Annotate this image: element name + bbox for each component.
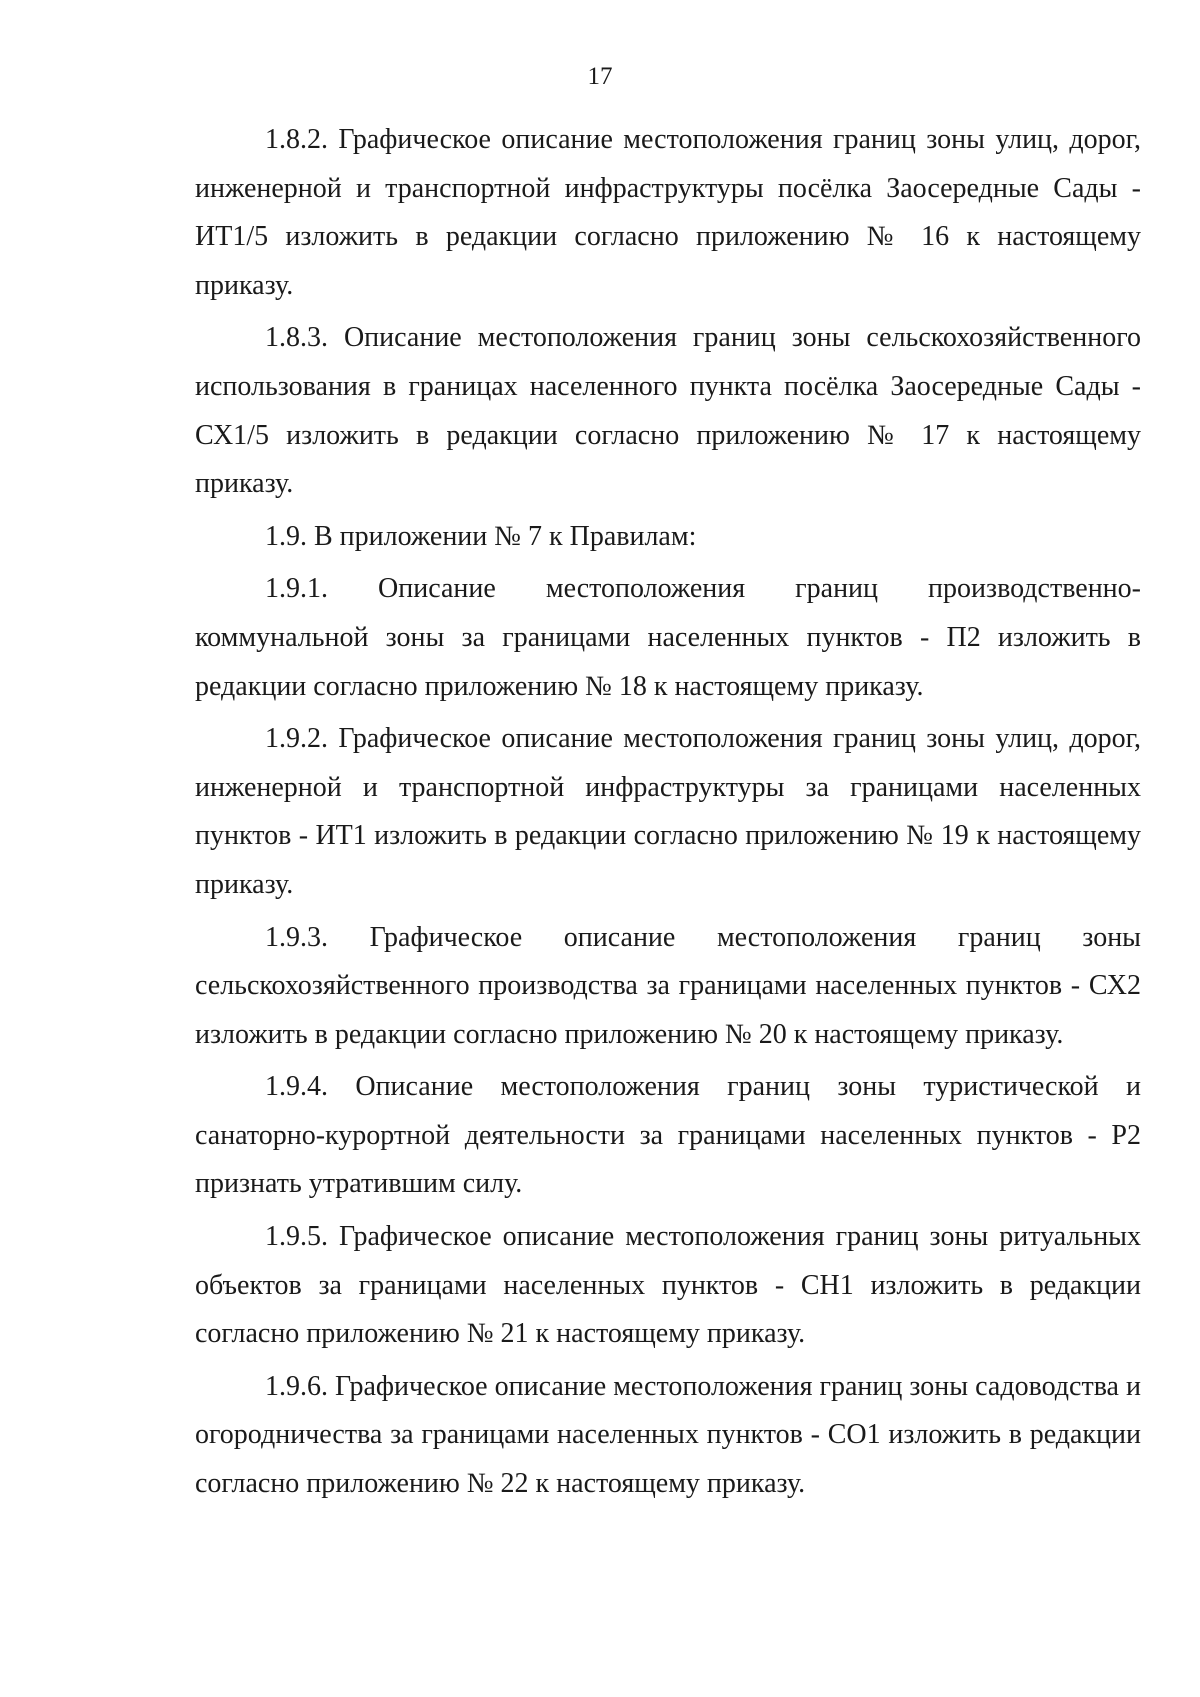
paragraph-1-9-3: 1.9.3. Графическое описание местоположения границ зоны сельскохозяйственного производства за границами населенных пунктов - СХ2 изложить в редакции согласно приложению № 20 к настоящему приказу. — [195, 921, 1141, 1050]
document-body — [195, 116, 1141, 1513]
paragraph-1-8-3: 1.8.3. Описание местоположения границ зоны сельскохозяйственного использования в границах населенного пункта посёлка Заосередные Сады - СХ1/5 изложить в редакции согласно приложению № 17 к настоящему приказу. — [195, 322, 1141, 500]
paragraph-1-8-2: 1.8.2. Графическое описание местоположения границ зоны улиц, дорог, инженерной и транспортной инфраструктуры посёлка Заосередные Сады - ИТ1/5 изложить в редакции согласно приложению № 16 к настоящему приказу. — [195, 124, 1141, 301]
paragraph-1-9-5: 1.9.5. Графическое описание местоположения границ зоны ритуальных объектов за границами населенных пунктов - СН1 изложить в редакции согласно приложению № 21 к настоящему приказу. — [195, 1221, 1141, 1350]
paragraph-1-9-4: 1.9.4. Описание местоположения границ зоны туристической и санаторно-курортной деятельности за границами населенных пунктов - Р2 признать утратившим силу. — [195, 1071, 1141, 1200]
paragraph-1-9-1: 1.9.1. Описание местоположения границ производственно-коммунальной зоны за границами населенных пунктов - П2 изложить в редакции согласно приложению № 18 к настоящему приказу. — [195, 573, 1141, 702]
page-number: 17 — [587, 63, 613, 90]
paragraph-1-9-6: 1.9.6. Графическое описание местоположения границ зоны садоводства и огородничества за границами населенных пунктов - СО1 изложить в редакции согласно приложению № 22 к настоящему приказу. — [195, 1370, 1141, 1500]
paragraph-1-9: 1.9. В приложении № 7 к Правилам: — [265, 520, 697, 552]
paragraph-1-9-2: 1.9.2. Графическое описание местоположения границ зоны улиц, дорог, инженерной и транспортной инфраструктуры за границами населенных пунктов - ИТ1 изложить в редакции согласно приложению № 19 к настоящему приказу. — [195, 723, 1141, 900]
